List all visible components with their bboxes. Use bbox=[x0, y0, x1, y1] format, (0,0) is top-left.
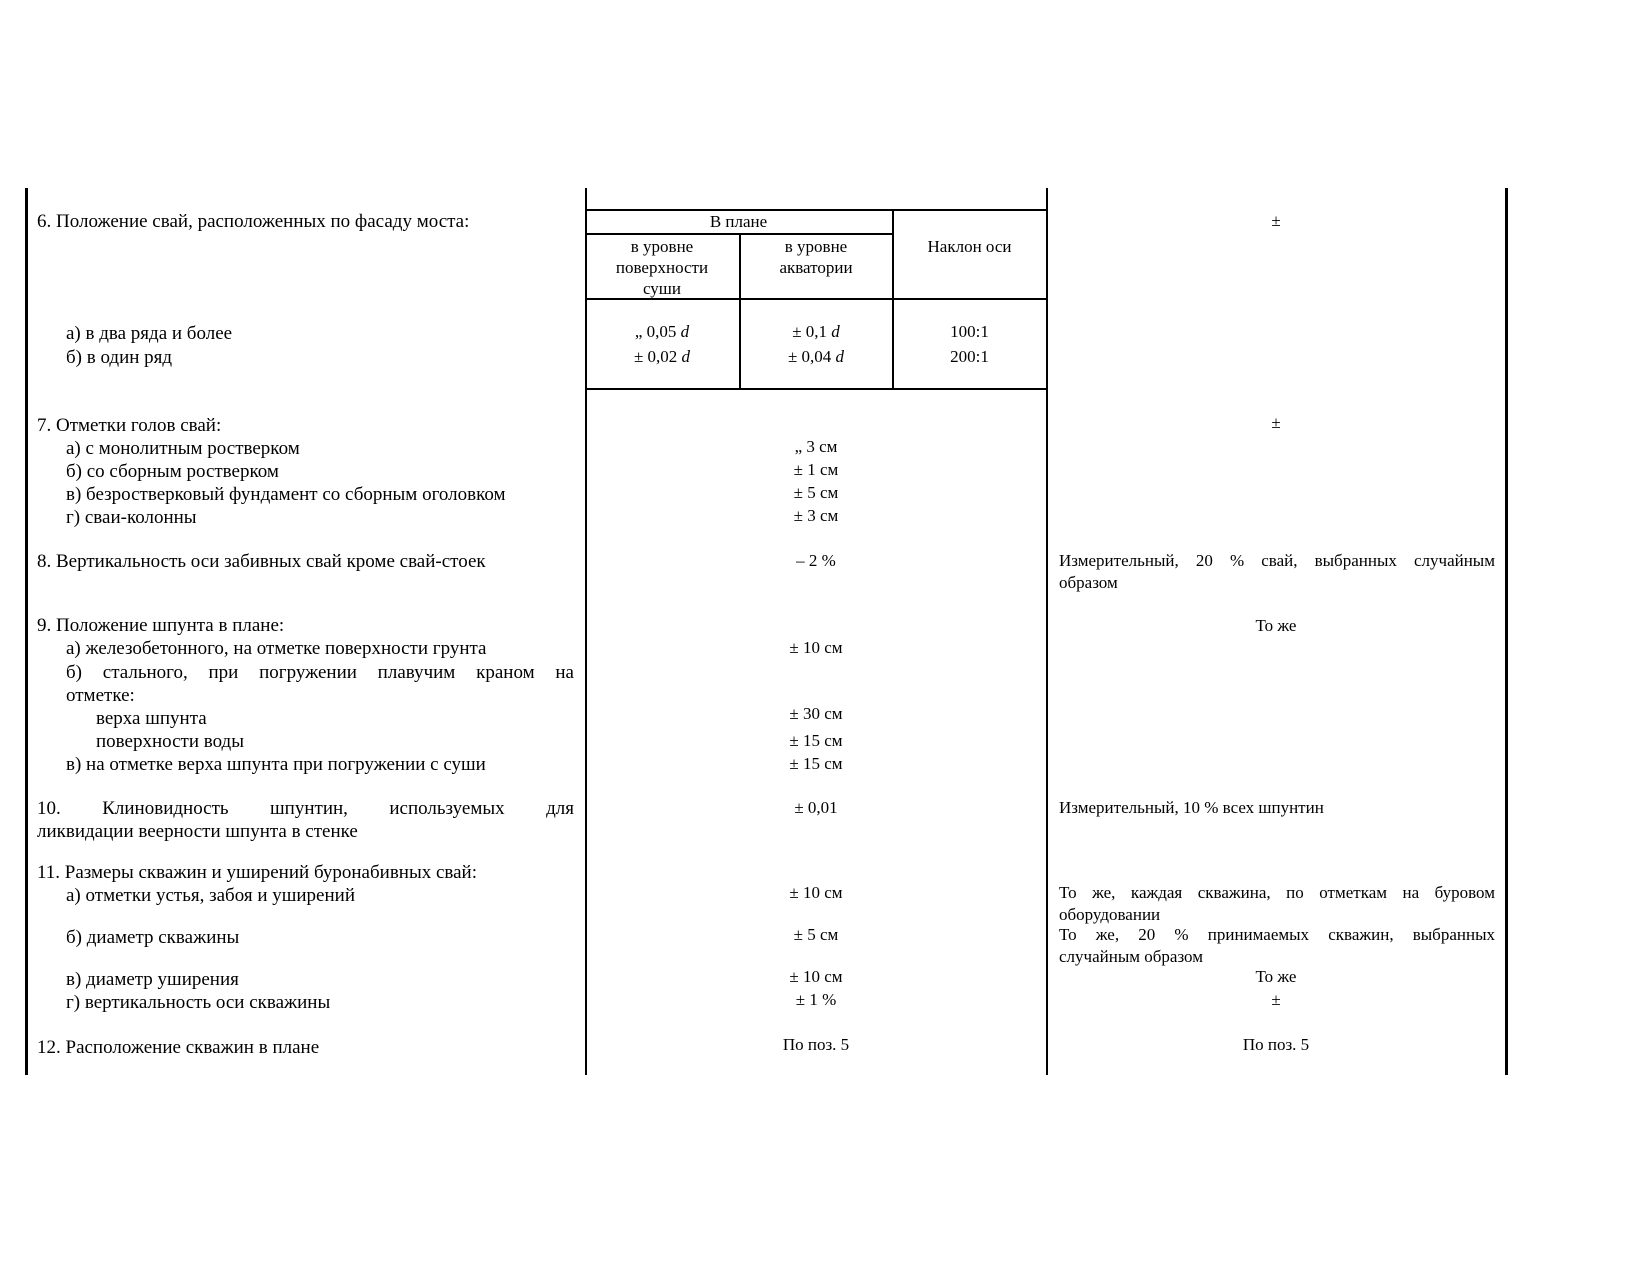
row11-title: 11. Размеры скважин и уширений буронабивных свай: bbox=[37, 862, 478, 883]
row11-item-a-value: ± 10 см bbox=[789, 883, 843, 902]
row7-item-c-value: ± 5 см bbox=[793, 483, 839, 502]
subtable-plan-header: В плане bbox=[709, 212, 768, 231]
row12-title: 12. Расположение скважин в плане bbox=[37, 1037, 320, 1058]
row11-item-b-control-line2: случайным образом bbox=[1059, 947, 1203, 966]
row8-title: 8. Вертикальность оси забивных свай кроме свай-стоек bbox=[37, 551, 486, 572]
row8-control-line1: Измерительный, 20 % свай, выбранных случайным bbox=[1059, 551, 1495, 570]
row9-control: То же bbox=[1255, 616, 1297, 635]
row9-item-c-value: ± 15 см bbox=[789, 754, 843, 773]
row7-item-a-value: „ 3 см bbox=[794, 437, 838, 456]
row6-control: ± bbox=[1271, 211, 1281, 230]
row11-item-a-control-line2: оборудовании bbox=[1059, 905, 1161, 924]
subtable-a-tilt: 100:1 bbox=[950, 322, 989, 341]
row9-item-b-label-line1: б) стального, при погружении плавучим краном на bbox=[66, 662, 574, 683]
row11-item-c-label: в) диаметр уширения bbox=[66, 969, 239, 990]
row6-item-a-label: а) в два ряда и более bbox=[66, 323, 233, 344]
row9-item-b1-value: ± 30 см bbox=[789, 704, 843, 723]
subtable-b-land: ± 0,02 d bbox=[633, 347, 691, 366]
subtable-b-tilt: 200:1 bbox=[950, 347, 989, 366]
row7-item-d-value: ± 3 см bbox=[793, 506, 839, 525]
row7-item-b-label: б) со сборным ростверком bbox=[66, 461, 279, 482]
row11-item-d-value: ± 1 % bbox=[795, 990, 837, 1009]
subtable-b-water: ± 0,04 d bbox=[787, 347, 845, 366]
row11-item-b-label: б) диаметр скважины bbox=[66, 927, 240, 948]
row10-control: Измерительный, 10 % всех шпунтин bbox=[1059, 798, 1324, 817]
subtable-a-land: „ 0,05 d bbox=[634, 322, 690, 341]
row9-title: 9. Положение шпунта в плане: bbox=[37, 615, 285, 636]
row11-item-a-control-line1: То же, каждая скважина, по отметкам на буровом bbox=[1059, 883, 1495, 902]
row11-item-b-control-line1: То же, 20 % принимаемых скважин, выбранных bbox=[1059, 925, 1495, 944]
row11-item-c-value: ± 10 см bbox=[789, 967, 843, 986]
row10-value: ± 0,01 bbox=[794, 798, 838, 817]
row11-item-d-label: г) вертикальность оси скважины bbox=[66, 992, 331, 1013]
row6-item-b-label: б) в один ряд bbox=[66, 347, 173, 368]
row7-item-b-value: ± 1 см bbox=[793, 460, 839, 479]
row8-control-line2: образом bbox=[1059, 573, 1118, 592]
row7-control: ± bbox=[1271, 413, 1281, 432]
row9-item-b1-label: верха шпунта bbox=[96, 708, 207, 729]
row8-value: ‒ 2 % bbox=[796, 551, 836, 570]
row11-item-d-control: ± bbox=[1271, 990, 1281, 1009]
row11-item-c-control: То же bbox=[1255, 967, 1297, 986]
row6-title: 6. Положение свай, расположенных по фасаду моста: bbox=[37, 211, 470, 232]
row9-item-b2-label: поверхности воды bbox=[96, 731, 244, 752]
row7-item-c-label: в) безростверковый фундамент со сборным оголовком bbox=[66, 484, 506, 505]
subtable-col-land-header: в уровне поверхности суши bbox=[615, 237, 709, 298]
row7-item-d-label: г) сваи-колонны bbox=[66, 507, 197, 528]
subtable-col-tilt-header: Наклон оси bbox=[927, 237, 1012, 256]
row11-item-a-label: а) отметки устья, забоя и уширений bbox=[66, 885, 355, 906]
subtable-a-water: ± 0,1 d bbox=[792, 322, 840, 341]
row7-title: 7. Отметки голов свай: bbox=[37, 415, 222, 436]
subtable-bottom-line bbox=[585, 388, 1047, 390]
table-left-border bbox=[25, 188, 28, 1075]
row9-item-b2-value: ± 15 см bbox=[789, 731, 843, 750]
row10-title-line2: ликвидации веерности шпунта в стенке bbox=[37, 821, 358, 842]
row9-item-c-label: в) на отметке верха шпунта при погружении с суши bbox=[66, 754, 486, 775]
subtable-col-water-header: в уровне акватории bbox=[779, 237, 853, 277]
row11-item-b-value: ± 5 см bbox=[793, 925, 839, 944]
row9-item-a-value: ± 10 см bbox=[789, 638, 843, 657]
row7-item-a-label: а) с монолитным ростверком bbox=[66, 438, 300, 459]
row12-control: По поз. 5 bbox=[1242, 1035, 1310, 1054]
row9-item-b-label-line2: отметке: bbox=[66, 685, 135, 706]
table-right-border bbox=[1505, 188, 1508, 1075]
row12-value: По поз. 5 bbox=[782, 1035, 850, 1054]
row9-item-a-label: а) железобетонного, на отметке поверхности грунта bbox=[66, 638, 487, 659]
row10-title-line1: 10. Клиновидность шпунтин, используемых для bbox=[37, 798, 574, 819]
